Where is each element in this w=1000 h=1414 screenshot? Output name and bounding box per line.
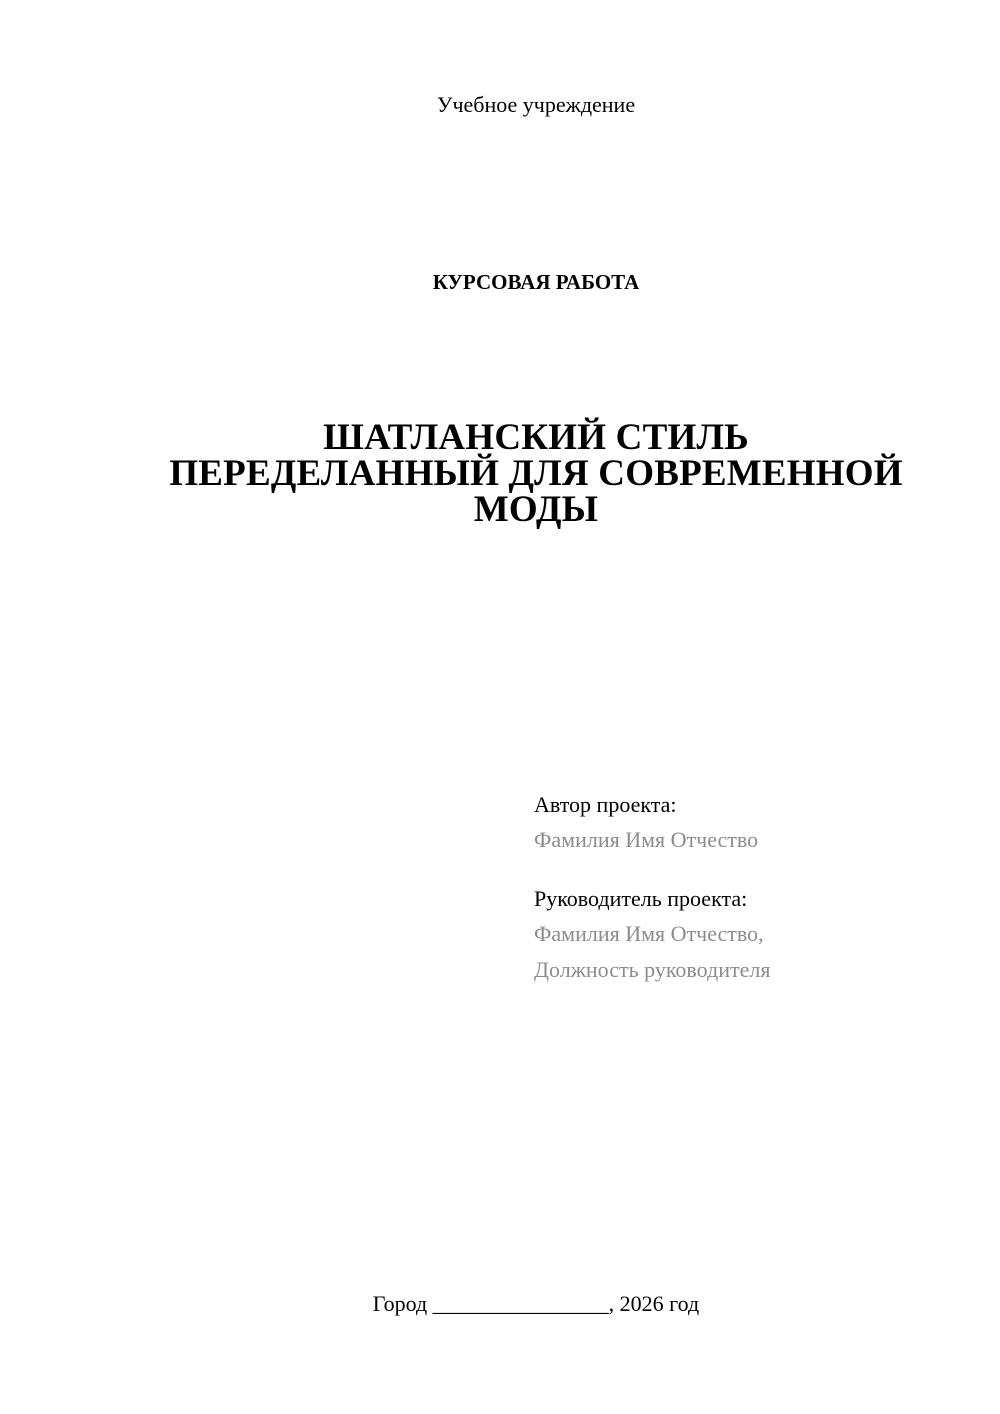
author-block xyxy=(534,788,974,858)
supervisor-position: Должность руководителя xyxy=(534,957,771,982)
work-type-heading: КУРСОВАЯ РАБОТА xyxy=(432,270,640,294)
author-name: Фамилия Имя Отчество xyxy=(534,827,759,852)
supervisor-name: Фамилия Имя Отчество, xyxy=(534,921,764,946)
title-line-1: ШАТЛАНСКИЙ СТИЛЬ xyxy=(323,417,749,458)
city-year-line: Город ________________, 2026 год xyxy=(372,1291,700,1316)
title-line-2: ПЕРЕДЕЛАННЫЙ ДЛЯ СОВРЕМЕННОЙ xyxy=(169,453,903,494)
supervisor-block xyxy=(534,882,974,988)
supervisor-label: Руководитель проекта: xyxy=(534,886,748,911)
credits-block xyxy=(534,788,974,988)
document-title xyxy=(0,417,1000,530)
title-line-3: МОДЫ xyxy=(473,489,599,530)
author-label: Автор проекта: xyxy=(534,792,677,817)
institution-name: Учебное учреждение xyxy=(436,92,636,117)
